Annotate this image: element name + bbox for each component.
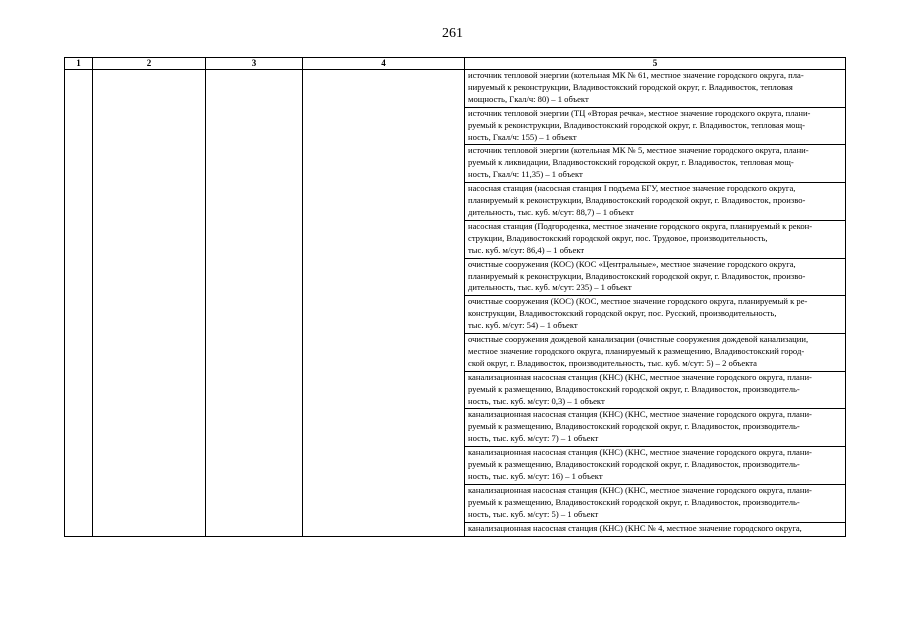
page-number: 261 [442,26,463,41]
entry-line: нируемый к реконструкции, Владивостокский городской округ, г. Владивосток, тепловая [468,81,793,92]
table-body-row [65,70,846,537]
column-5-cell [465,70,846,537]
entry-line: местное значение городского округа, планируемый к размещению, Владивостокский город- [468,345,805,356]
column-4-cell [303,70,465,537]
entry-line: планируемый к реконструкции, Владивостокский городской округ, г. Владивосток, произво- [468,270,806,281]
list-item [465,70,845,108]
list-item [465,108,845,146]
entry-line: планируемый к реконструкции, Владивостокский городской округ, г. Владивосток, произво- [468,195,806,206]
column-header-1: 1 [65,58,93,70]
entry-line: руемый к ликвидации, Владивостокский городской округ, г. Владивосток, тепловая мощ- [468,157,794,168]
entry-line: руемый к реконструкции, Владивостокский городской округ, г. Владивосток, тепловая мощ- [468,119,805,130]
entry-line: дительность, тыс. куб. м/сут: 235) – 1 объект [468,282,632,293]
objects-table [64,57,846,537]
entry-line: канализационная насосная станция (КНС) (КНС, местное значение городского округа, плани- [468,484,812,495]
entry-line: насосная станция (насосная станция I подъема БГУ, местное значение городского округа, [468,183,796,194]
column-2-cell [93,70,206,537]
table-header-row [65,58,846,70]
entry-line: ность, тыс. куб. м/сут: 5) – 1 объект [468,508,599,519]
list-item [465,221,845,259]
entry-line: руемый к размещению, Владивостокский городской округ, г. Владивосток, производитель- [468,496,800,507]
entry-line: тыс. куб. м/сут: 86,4) – 1 объект [468,244,585,255]
entry-line: канализационная насосная станция (КНС) (КНС, местное значение городского округа, плани- [468,371,812,382]
entry-line: ность, тыс. куб. м/сут: 16) – 1 объект [468,471,603,481]
list-item [465,372,845,410]
entry-line: руемый к размещению, Владивостокский городской округ, г. Владивосток, производитель- [468,383,800,394]
column-header-2: 2 [93,58,206,70]
list-item [465,259,845,297]
entry-line: источник тепловой энергии (ТЦ «Вторая речка», местное значение городского округа, плани- [468,107,811,118]
entry-line: очистные сооружения (КОС) (КОС «Центральные», местное значение городского округа, [468,258,796,269]
entry-line: очистные сооружения (КОС) (КОС, местное значение городского округа, планируемый к ре- [468,296,808,307]
entry-line: канализационная насосная станция (КНС) (КНС, местное значение городского округа, плани- [468,409,812,420]
entry-line: дительность, тыс. куб. м/сут: 88,7) – 1 объект [468,206,634,217]
entry-line: ской округ, г. Владивосток, производительность, тыс. куб. м/сут: 5) – 2 объекта [468,357,757,368]
entry-line: ность, тыс. куб. м/сут: 0,3) – 1 объект [468,395,605,406]
list-item [465,409,845,447]
entry-line: ность, тыс. куб. м/сут: 7) – 1 объект [468,433,599,444]
entry-line: руемый к размещению, Владивостокский городской округ, г. Владивосток, производитель- [468,459,800,470]
entry-line: ность, Гкал/ч: 155) – 1 объект [468,131,577,142]
list-item [465,485,845,523]
column-3-cell [206,70,303,537]
column-header-5: 5 [465,58,846,70]
list-item [465,145,845,183]
list-item [465,523,845,536]
entry-line: канализационная насосная станция (КНС) (КНС, местное значение городского округа, плани- [468,447,812,458]
entry-line: канализационная насосная станция (КНС) (КНС № 4, местное значение городского округа, [468,522,802,533]
entries-list [465,70,846,537]
entry-line: ность, Гкал/ч: 11,35) – 1 объект [468,169,583,180]
list-item [465,296,845,334]
column-1-cell [65,70,93,537]
entry-line: источник тепловой энергии (котельная МК № 61, местное значение городского округа, пла- [468,70,804,80]
entry-line: очистные сооружения дождевой канализации (очистные сооружения дождевой канализации, [468,334,809,345]
entry-line: насосная станция (Подгороденка, местное значение городского округа, планируемый к рекон- [468,220,813,231]
list-item [465,334,845,372]
column-header-3: 3 [206,58,303,70]
column-header-4: 4 [303,58,465,70]
entry-line: струкции, Владивостокский городской округ, пос. Трудовое, производительность, [468,232,768,243]
entry-line: источник тепловой энергии (котельная МК № 5, местное значение городского округа, плани- [468,145,809,156]
entry-line: конструкции, Владивостокский городской округ, пос. Русский, производительность, [468,308,777,319]
entry-line: тыс. куб. м/сут: 54) – 1 объект [468,320,578,331]
entry-line: руемый к размещению, Владивостокский городской округ, г. Владивосток, производитель- [468,421,800,432]
list-item [465,183,845,221]
list-item [465,447,845,485]
entry-line: мощность, Гкал/ч: 80) – 1 объект [468,93,589,104]
